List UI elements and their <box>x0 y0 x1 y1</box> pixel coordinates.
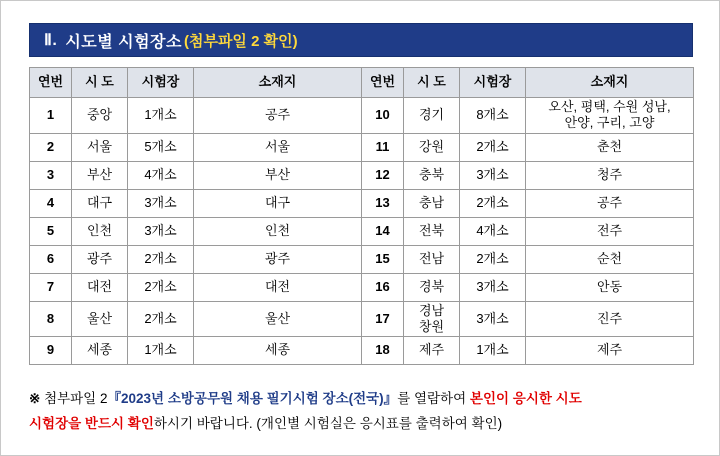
cell-city: 경남 창원 <box>404 301 460 337</box>
cell-location: 진주 <box>526 301 694 337</box>
section-title: 시도별 시험장소 <box>65 33 182 51</box>
table-row <box>30 337 694 365</box>
table-row <box>30 273 694 301</box>
cell-city: 중앙 <box>72 98 128 134</box>
cell-no: 4 <box>30 189 72 217</box>
table-row <box>30 189 694 217</box>
cell-site: 3개소 <box>128 189 194 217</box>
cell-city: 대전 <box>72 273 128 301</box>
cell-city: 충북 <box>404 161 460 189</box>
header-site-left: 시험장 <box>128 68 194 98</box>
footnote-seg3: 를 열람하여 <box>397 391 470 406</box>
cell-location: 공주 <box>526 189 694 217</box>
footnote <box>29 387 697 437</box>
table-row <box>30 217 694 245</box>
cell-location: 세종 <box>194 337 362 365</box>
cell-site: 5개소 <box>128 133 194 161</box>
cell-no: 14 <box>362 217 404 245</box>
cell-no: 7 <box>30 273 72 301</box>
table-row <box>30 133 694 161</box>
footnote-seg1: 첨부파일 2 <box>40 391 108 406</box>
header-city-left: 시 도 <box>72 68 128 98</box>
cell-city: 부산 <box>72 161 128 189</box>
cell-location: 춘천 <box>526 133 694 161</box>
cell-site: 2개소 <box>128 301 194 337</box>
cell-city: 강원 <box>404 133 460 161</box>
cell-no: 16 <box>362 273 404 301</box>
cell-site: 1개소 <box>128 337 194 365</box>
table-header-row <box>30 68 694 98</box>
cell-location: 전주 <box>526 217 694 245</box>
cell-site: 2개소 <box>460 245 526 273</box>
cell-no: 1 <box>30 98 72 134</box>
cell-city: 충남 <box>404 189 460 217</box>
cell-site: 2개소 <box>460 133 526 161</box>
exam-location-table <box>29 67 694 365</box>
cell-no: 17 <box>362 301 404 337</box>
cell-no: 12 <box>362 161 404 189</box>
cell-no: 5 <box>30 217 72 245</box>
cell-city: 세종 <box>72 337 128 365</box>
table-row <box>30 98 694 134</box>
table-row <box>30 161 694 189</box>
footnote-emphasis-1: 본인이 응시한 시도 <box>469 391 582 406</box>
header-site-right: 시험장 <box>460 68 526 98</box>
cell-site: 1개소 <box>460 337 526 365</box>
cell-location: 대구 <box>194 189 362 217</box>
cell-location: 광주 <box>194 245 362 273</box>
cell-site: 3개소 <box>460 161 526 189</box>
cell-city: 전북 <box>404 217 460 245</box>
cell-city: 경북 <box>404 273 460 301</box>
cell-location: 대전 <box>194 273 362 301</box>
section-subtitle: (첨부파일 2 확인) <box>183 32 298 50</box>
cell-city: 울산 <box>72 301 128 337</box>
cell-location: 순천 <box>526 245 694 273</box>
section-number: Ⅱ. <box>44 32 58 49</box>
cell-no: 18 <box>362 337 404 365</box>
cell-site: 1개소 <box>128 98 194 134</box>
cell-location: 부산 <box>194 161 362 189</box>
cell-location: 청주 <box>526 161 694 189</box>
cell-location: 인천 <box>194 217 362 245</box>
exam-location-table-wrapper <box>29 67 693 365</box>
cell-no: 9 <box>30 337 72 365</box>
cell-site: 4개소 <box>128 161 194 189</box>
cell-city: 광주 <box>72 245 128 273</box>
cell-city: 대구 <box>72 189 128 217</box>
cell-no: 13 <box>362 189 404 217</box>
cell-city: 서울 <box>72 133 128 161</box>
cell-no: 11 <box>362 133 404 161</box>
cell-city: 인천 <box>72 217 128 245</box>
cell-city: 제주 <box>404 337 460 365</box>
cell-no: 2 <box>30 133 72 161</box>
header-location-right: 소재지 <box>526 68 694 98</box>
table-body <box>30 98 694 365</box>
table-row <box>30 245 694 273</box>
cell-location: 오산, 평택, 수원 성남, 안양, 구리, 고양 <box>526 98 694 134</box>
cell-site: 8개소 <box>460 98 526 134</box>
cell-city: 경기 <box>404 98 460 134</box>
header-no-right: 연번 <box>362 68 404 98</box>
cell-location: 공주 <box>194 98 362 134</box>
cell-site: 2개소 <box>460 189 526 217</box>
cell-no: 3 <box>30 161 72 189</box>
header-location-left: 소재지 <box>194 68 362 98</box>
table-header <box>30 68 694 98</box>
cell-no: 10 <box>362 98 404 134</box>
section-title-bar <box>29 23 693 57</box>
cell-no: 8 <box>30 301 72 337</box>
cell-site: 3개소 <box>460 301 526 337</box>
cell-location: 제주 <box>526 337 694 365</box>
cell-site: 2개소 <box>128 245 194 273</box>
cell-location: 울산 <box>194 301 362 337</box>
cell-site: 3개소 <box>128 217 194 245</box>
cell-location: 안동 <box>526 273 694 301</box>
header-city-right: 시 도 <box>404 68 460 98</box>
footnote-seg6: 하시기 바랍니다. (개인별 시험실은 응시표를 출력하여 확인) <box>153 415 503 431</box>
cell-no: 6 <box>30 245 72 273</box>
cell-site: 3개소 <box>460 273 526 301</box>
footnote-emphasis-2: 시험장을 반드시 확인 <box>29 415 154 431</box>
footnote-attachment-title: 『2023년 소방공무원 채용 필기시험 장소(전국)』 <box>107 391 398 406</box>
table-row <box>30 301 694 337</box>
footnote-mark: ※ <box>29 391 41 406</box>
cell-no: 15 <box>362 245 404 273</box>
cell-city: 전남 <box>404 245 460 273</box>
cell-site: 4개소 <box>460 217 526 245</box>
header-no-left: 연번 <box>30 68 72 98</box>
cell-location: 서울 <box>194 133 362 161</box>
cell-site: 2개소 <box>128 273 194 301</box>
